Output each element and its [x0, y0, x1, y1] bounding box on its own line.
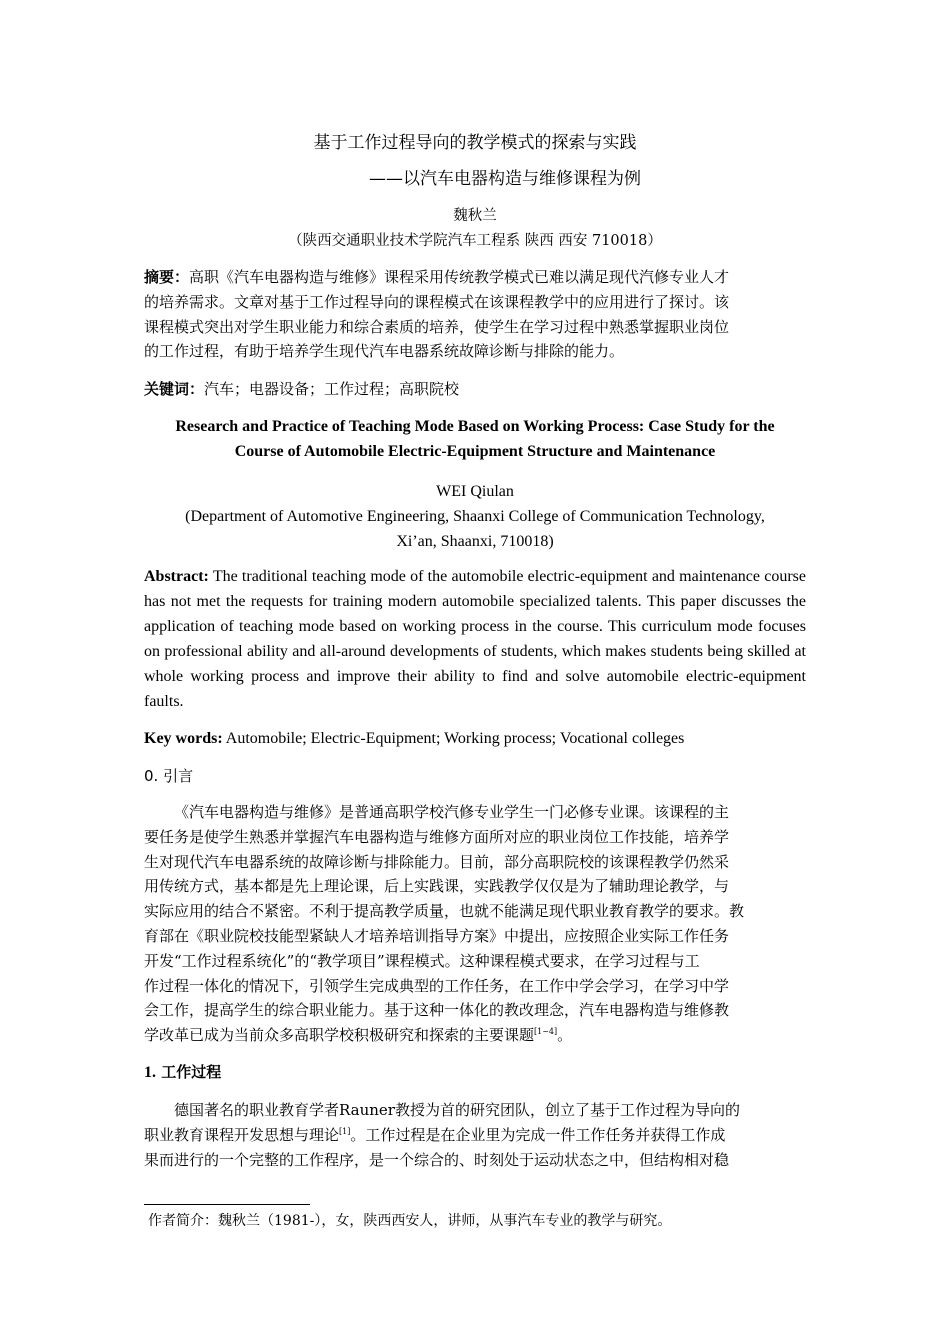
english-abstract	[144, 564, 806, 714]
section-1-body	[144, 1098, 806, 1172]
chinese-abstract	[144, 265, 806, 364]
body-line-text: 职业教育课程开发思想与理论	[144, 1125, 340, 1144]
english-title	[144, 414, 806, 464]
chinese-subtitle: ——以汽车电器构造与维修课程为例	[369, 169, 641, 189]
chinese-affiliation: （陕西交通职业技术学院汽车工程系 陕西 西安 710018）	[288, 233, 662, 249]
body-line-end: 。	[557, 1026, 573, 1045]
citation-ref: [1]	[339, 1126, 351, 1136]
body-line: 果而进行的一个完整的工作程序，是一个综合的、时刻处于运动状态之中，但结构相对稳	[144, 1150, 730, 1169]
chinese-keywords	[144, 377, 806, 402]
section-1-heading	[144, 1061, 221, 1082]
english-keywords-label: Key words:	[144, 730, 223, 747]
section-0-heading: 0. 引言	[144, 767, 194, 785]
english-affiliation-line: Xi’an, Shaanxi, 710018)	[396, 533, 554, 550]
english-author: WEI Qiulan	[436, 483, 514, 500]
english-keywords	[144, 726, 806, 751]
footnote-divider	[144, 1204, 310, 1205]
body-line-text: 。工作过程是在企业里为完成一件工作任务并获得工作成	[350, 1125, 726, 1144]
body-line: 育部在《职业院校技能型紧缺人才培养培训指导方案》中提出，应按照企业实际工作任务	[144, 926, 730, 945]
chinese-author: 魏秋兰	[453, 208, 497, 224]
english-abstract-label: Abstract:	[144, 568, 209, 585]
chinese-abstract-line: 的工作过程，有助于培养学生现代汽车电器系统故障诊断与排除的能力。	[144, 342, 625, 361]
chinese-abstract-line: 高职《汽车电器构造与维修》课程采用传统教学模式已难以满足现代汽修专业人才	[189, 268, 730, 286]
section-1-number: 1.	[144, 1064, 156, 1081]
body-line	[144, 1123, 806, 1148]
body-line: 要任务是使学生熟悉并掌握汽车电器构造与维修方面所对应的职业岗位工作技能，培养学	[144, 827, 730, 846]
chinese-abstract-line: 的培养需求。文章对基于工作过程导向的课程模式在该课程教学中的应用进行了探讨。该	[144, 292, 730, 311]
chinese-abstract-label: 摘要：	[144, 268, 190, 286]
citation-ref: [1~4]	[534, 1027, 558, 1037]
english-title-line: Research and Practice of Teaching Mode Based on Working Process: Case Study for the	[175, 418, 775, 435]
body-line: 用传统方式，基本都是先上理论课，后上实践课，实践教学仅仅是为了辅助理论教学，与	[144, 877, 730, 896]
chinese-keywords-label: 关键词：	[144, 380, 205, 398]
body-line-text: 学改革已成为当前众多高职学校积极研究和探索的主要课题	[144, 1026, 535, 1045]
english-affiliation	[144, 504, 806, 554]
body-line-last	[144, 1023, 806, 1048]
section-1-title: 工作过程	[156, 1063, 222, 1081]
body-line: 作过程一体化的情况下，引领学生完成典型的工作任务，在工作中学会学习，在学习中学	[144, 976, 730, 995]
body-line: 开发“工作过程系统化”的“教学项目”课程模式。这种课程模式要求，在学习过程与工	[144, 951, 700, 970]
english-keywords-text: Automobile; Electric-Equipment; Working process; Vocational colleges	[222, 730, 685, 747]
body-line: 德国著名的职业教育学者Rauner教授为首的研究团队，创立了基于工作过程为导向的	[174, 1101, 740, 1119]
chinese-keywords-text: 汽车；电器设备；工作过程；高职院校	[204, 380, 460, 398]
body-line: 《汽车电器构造与维修》是普通高职学校汽修专业学生一门必修专业课。该课程的主	[174, 803, 730, 821]
section-0-body	[144, 800, 806, 1048]
body-line: 生对现代汽车电器系统的故障诊断与排除能力。目前，部分高职院校的该课程教学仍然采	[144, 852, 730, 871]
body-line: 实际应用的结合不紧密。不利于提高教学质量，也就不能满足现代职业教育教学的要求。教	[144, 902, 745, 921]
english-affiliation-line: (Department of Automotive Engineering, Shaanxi College of Communication Technology,	[185, 508, 765, 525]
chinese-abstract-line: 课程模式突出对学生职业能力和综合素质的培养，使学生在学习过程中熟悉掌握职业岗位	[144, 317, 730, 336]
author-footnote: 作者简介：魏秋兰（1981-），女，陕西西安人，讲师，从事汽车专业的教学与研究。	[148, 1213, 672, 1229]
body-line: 会工作，提高学生的综合职业能力。基于这种一体化的教改理念，汽车电器构造与维修教	[144, 1001, 730, 1020]
chinese-title: 基于工作过程导向的教学模式的探索与实践	[313, 133, 637, 153]
english-abstract-text: The traditional teaching mode of the automobile electric-equipment and maintenance course has not met the requests for training modern automobile specialized talents. This paper discusses the application of teaching mode based on working process in the course. This curriculum mode focuses on professional ability and all-around developments of students, which makes students being skilled at whole working process and improve their ability to find and solve automobile electric-equipment faults.	[144, 568, 806, 710]
english-title-line: Course of Automobile Electric-Equipment Structure and Maintenance	[234, 443, 716, 460]
